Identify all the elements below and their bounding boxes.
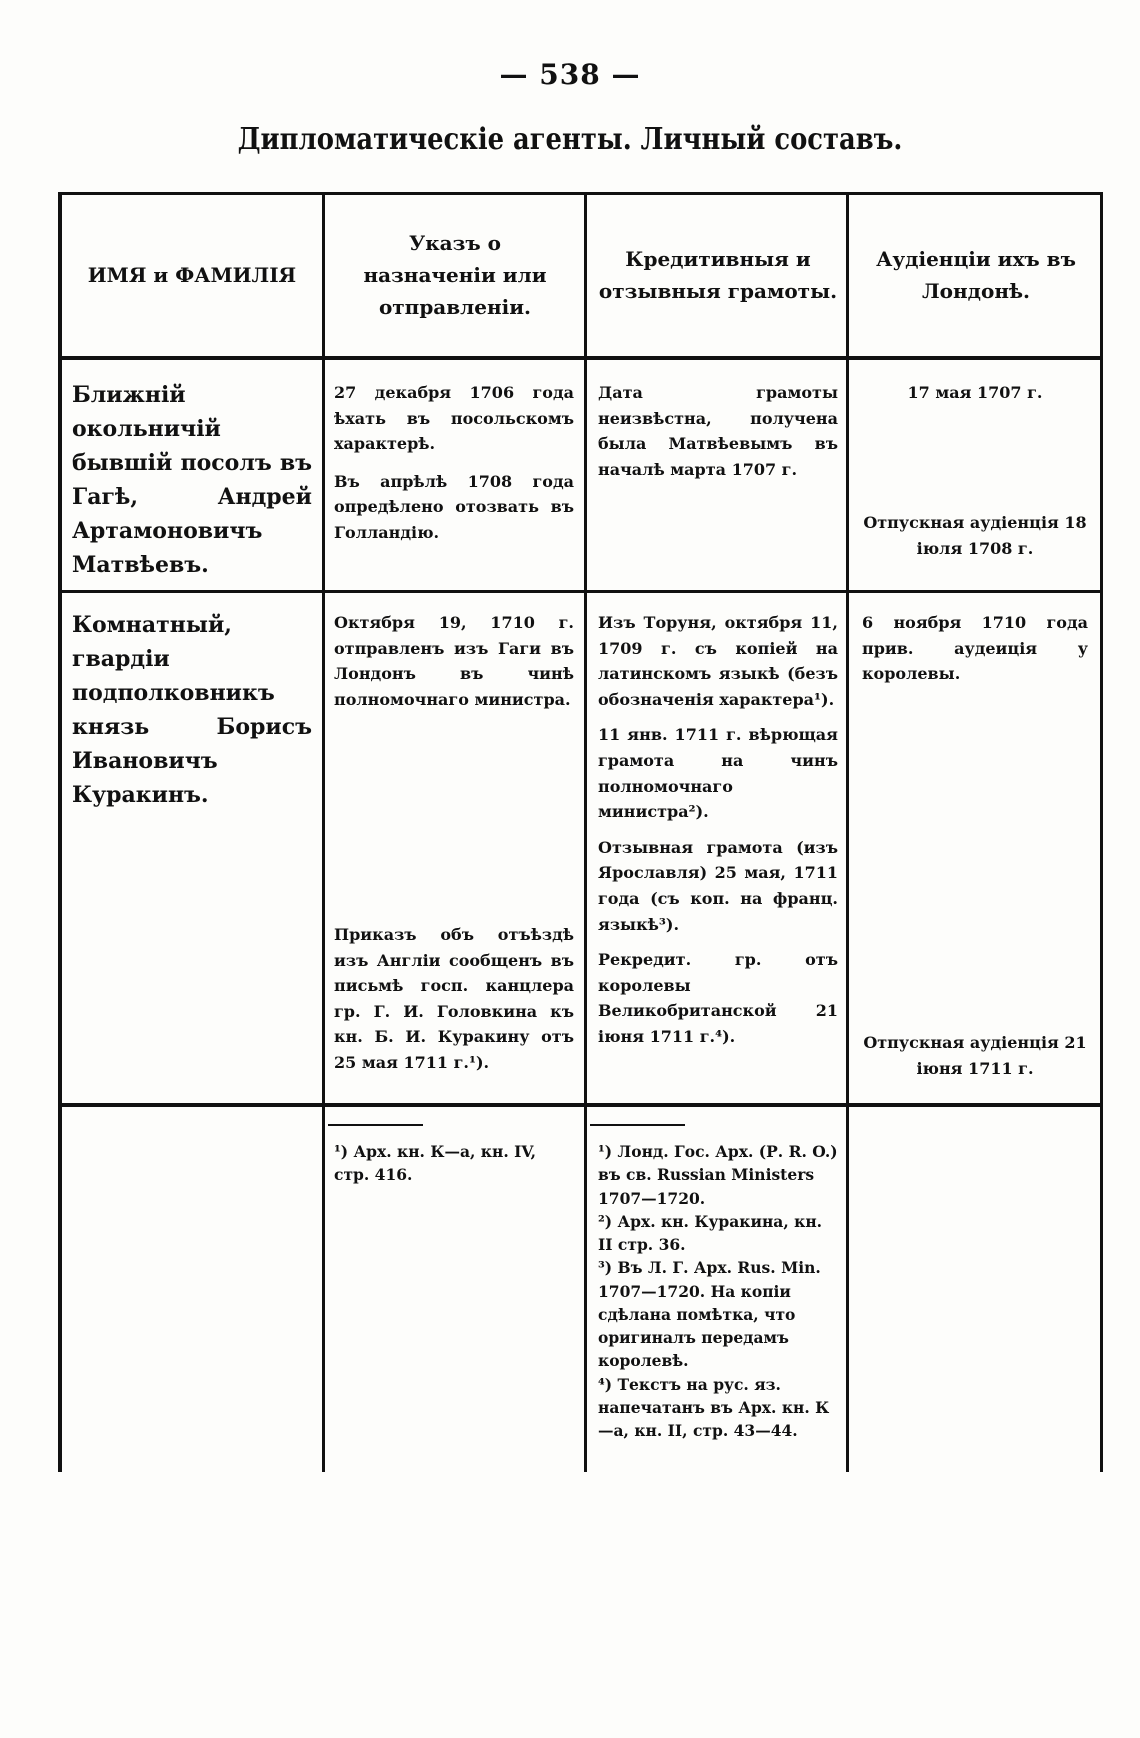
column-header-audiences: Аудіенціи ихъ въ Лондонѣ. (876, 247, 1076, 303)
row-divider-1 (58, 590, 1103, 593)
column-header-decree: Указъ о назначеніи или отправленіи. (363, 231, 547, 319)
row2-decree-bottom: Приказъ объ отъѣздѣ изъ Англіи сообщенъ въ письмѣ госп. канцлера гр. Г. И. Головкина къ кн. Б. И. Куракину отъ 25 мая 1711 г.¹). (334, 925, 574, 1072)
row1-decree (334, 380, 574, 546)
row1-name: Ближній окольничій бывшій посолъ въ Гагѣ, Андрей Артамоновичъ Матвѣевъ. (72, 382, 312, 579)
row2-name: Комнатный, гвардіи подполковникъ князь Борисъ Ивановичъ Куракинъ. (72, 612, 312, 809)
column-header-name: ИМЯ и ФАМИЛІЯ (87, 263, 297, 287)
footnote: ³) Въ Л. Г. Арх. Rus. Min. 1707—1720. На копіи сдѣлана помѣтка, что оригиналъ передамъ королевѣ. (598, 1258, 821, 1371)
row2-audience-top: 6 ноября 1710 года прив. аудеиція у королевы. (862, 613, 1088, 684)
table-border-top (58, 192, 1103, 195)
row2-credentials-text: 11 янв. 1711 г. вѣрющая грамота на чинъ полномочнаго министра²). (598, 725, 838, 822)
footnote: ¹) Арх. кн. К—а, кн. IV, стр. 416. (334, 1142, 537, 1185)
column-divider-3 (846, 192, 849, 1472)
row1-credentials (598, 380, 838, 482)
row1-credentials-text: Дата грамоты неизвѣстна, получена была Матвѣевымъ въ началѣ марта 1707 г. (598, 383, 838, 479)
header-divider (58, 356, 1103, 360)
row1-decree-text: 27 декабря 1706 года ѣхать въ посольскомъ характерѣ. (334, 383, 574, 454)
row2-audience-bottom: Отпускная аудіенція 21 іюня 1711 г. (863, 1033, 1087, 1078)
column-header-credentials: Кредитивныя и отзывныя грамоты. (598, 247, 838, 303)
row2-credentials-text: Рекредит. гр. отъ королевы Великобританской 21 іюня 1711 г.⁴). (598, 950, 838, 1046)
footnotes-credentials (598, 1140, 838, 1442)
row1-audience-top: 17 мая 1707 г. (907, 383, 1043, 402)
column-divider-2 (584, 192, 587, 1472)
table-border-left (58, 192, 62, 1472)
row1-audience-bottom: Отпускная аудіенція 18 іюля 1708 г. (863, 513, 1087, 558)
column-divider-1 (322, 192, 325, 1472)
table-border-right (1100, 192, 1103, 1472)
footnote: ¹) Лонд. Гос. Арх. (Р. R. O.) въ св. Russian Ministers 1707—1720. (598, 1142, 838, 1208)
footnote-rule-col2 (328, 1124, 423, 1126)
row-divider-2 (58, 1103, 1103, 1107)
page-number: — 538 — (499, 58, 641, 91)
footnote-rule-col3 (590, 1124, 685, 1126)
footnotes-decree (334, 1140, 574, 1187)
row1-decree-text: Въ апрѣлѣ 1708 года опредѣлено отозвать въ Голландію. (334, 471, 574, 542)
row2-credentials-text: Изъ Торуня, октября 11, 1709 г. съ копіей на латинскомъ языкѣ (безъ обозначенія характера¹). (598, 613, 838, 709)
row2-credentials-text: Отзывная грамота (изъ Ярославля) 25 мая, 1711 года (съ коп. на франц. языкѣ³). (598, 837, 838, 934)
page-title: Дипломатическіе агенты. Личный составъ. (237, 122, 903, 157)
footnote: ²) Арх. кн. Куракина, кн. II стр. 36. (598, 1211, 823, 1254)
row2-decree-top: Октября 19, 1710 г. отправленъ изъ Гаги въ Лондонъ въ чинѣ полномочнаго министра. (334, 613, 574, 709)
row2-credentials (598, 610, 838, 1050)
footnote: ⁴) Текстъ на рус. яз. напечатанъ въ Арх. кн. К—а, кн. II, стр. 43—44. (598, 1374, 830, 1440)
